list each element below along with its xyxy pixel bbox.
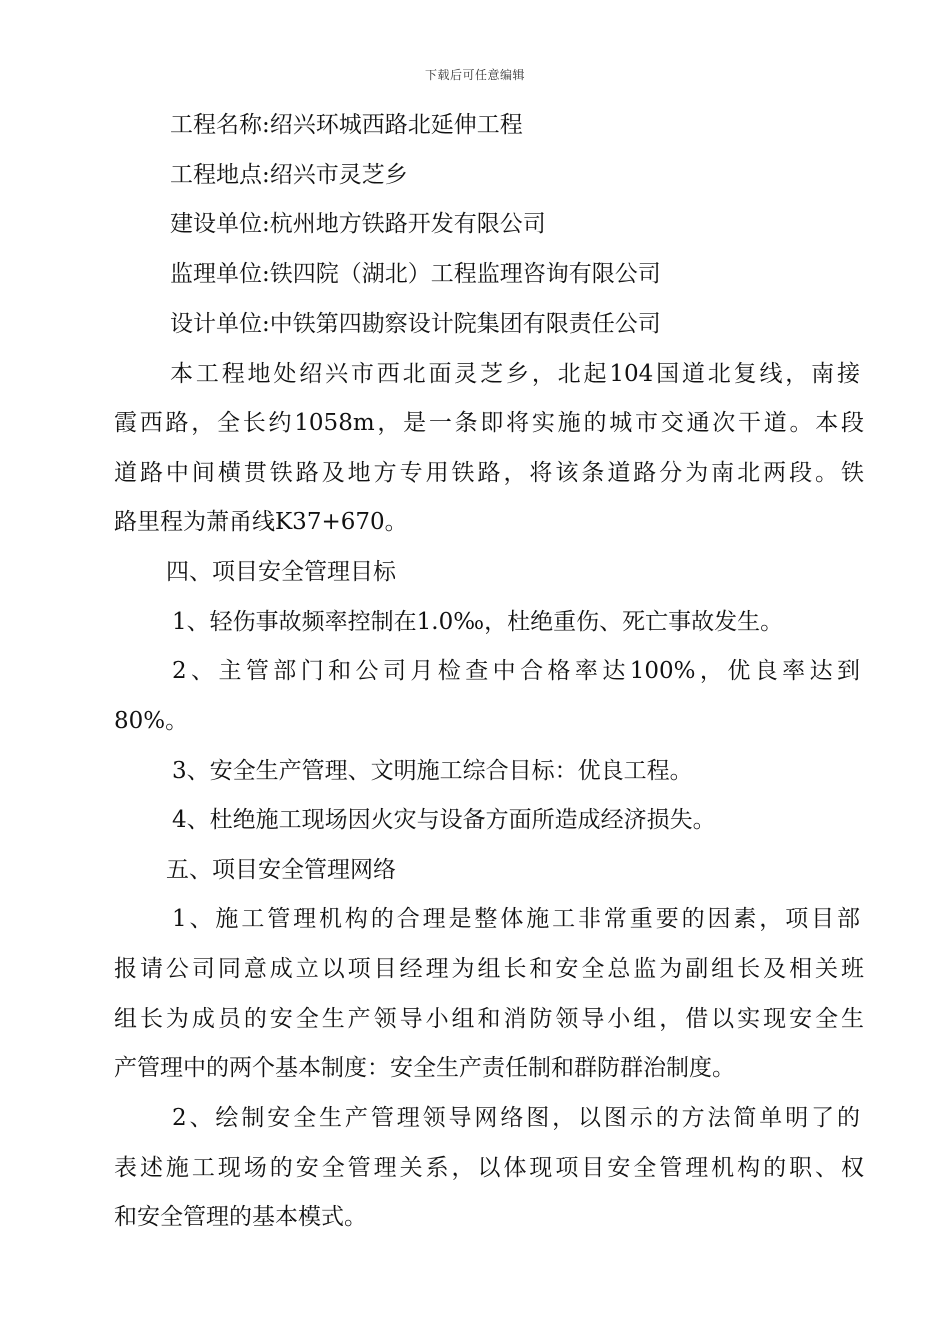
overview-line: 道路中间横贯铁路及地方专用铁路，将该条道路分为南北两段。铁 (114, 460, 864, 486)
section-5-item: 2、绘制安全生产管理领导网络图，以图示的方法简单明了的 (172, 1105, 860, 1131)
overview-line: 路里程为萧甬线K37+670。 (114, 509, 408, 535)
construction-unit-label: 建设单位: (170, 211, 270, 237)
header-note: 下载后可任意编辑 (424, 68, 525, 82)
design-unit-label: 设计单位: (170, 311, 270, 337)
section-5-item-continued: 产管理中的两个基本制度：安全生产责任制和群防群治制度。 (114, 1055, 735, 1081)
overview-line: 本工程地处绍兴市西北面灵芝乡，北起104国道北复线，南接 (170, 361, 860, 387)
supervision-unit-label: 监理单位: (170, 261, 270, 287)
design-unit-value: 中铁第四勘察设计院集团有限责任公司 (269, 311, 661, 337)
section-5-item-continued: 报请公司同意成立以项目经理为组长和安全总监为副组长及相关班 (114, 956, 864, 982)
section-4-item: 1、轻伤事故频率控制在1.0‰，杜绝重伤、死亡事故发生。 (172, 609, 784, 635)
section-4-item: 2、主管部门和公司月检查中合格率达100%，优良率达到 (172, 658, 860, 684)
section-4-item: 3、安全生产管理、文明施工综合目标：优良工程。 (172, 758, 693, 784)
project-location-line (170, 160, 860, 190)
section-5-item-continued: 组长为成员的安全生产领导小组和消防领导小组，借以实现安全生 (114, 1006, 864, 1032)
section-4-item-continued: 80%。 (114, 708, 189, 734)
supervision-unit-value: 铁四院（湖北）工程监理咨询有限公司 (269, 261, 661, 287)
section-4-heading: 四、项目安全管理目标 (166, 559, 396, 585)
project-name-label: 工程名称: (170, 112, 270, 138)
project-name-line (170, 110, 860, 140)
overview-line: 霞西路，全长约1058m，是一条即将实施的城市交通次干道。本段 (114, 410, 864, 436)
project-name-value: 绍兴环城西路北延伸工程 (269, 112, 523, 138)
supervision-unit-line (170, 259, 860, 289)
section-4-item: 4、杜绝施工现场因火灾与设备方面所造成经济损失。 (172, 807, 716, 833)
section-5-item-continued: 表述施工现场的安全管理关系，以体现项目安全管理机构的职、权 (114, 1155, 864, 1181)
section-5-item: 1、施工管理机构的合理是整体施工非常重要的因素，项目部 (172, 906, 860, 932)
section-5-heading: 五、项目安全管理网络 (166, 857, 396, 883)
construction-unit-value: 杭州地方铁路开发有限公司 (269, 211, 546, 237)
design-unit-line (170, 309, 860, 339)
construction-unit-line (170, 209, 860, 239)
project-location-label: 工程地点: (170, 162, 270, 188)
section-5-item-continued: 和安全管理的基本模式。 (114, 1204, 367, 1230)
project-location-value: 绍兴市灵芝乡 (269, 162, 408, 188)
